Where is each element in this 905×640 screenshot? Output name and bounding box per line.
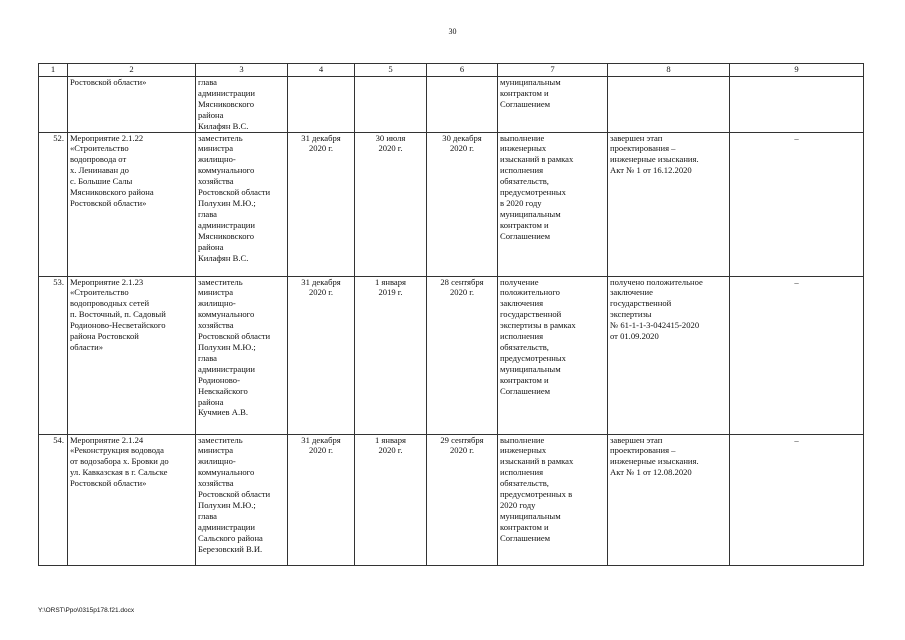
event-cell: Мероприятие 2.1.23 «Строительство водопроводных сетей п. Восточный, п. Садовый Родионово-Несветайского района Ростовской области» xyxy=(68,276,196,434)
actual-end-cell xyxy=(427,77,498,133)
responsible-cell: заместитель министра жилищно- коммунального хозяйства Ростовской области Полухин М.Ю.; глава администрации Родионово- Невскайского района Кучмиев А.В. xyxy=(196,276,288,434)
responsible-cell: заместитель министра жилищно- коммунального хозяйства Ростовской области Полухин М.Ю.; глава администрации Мясниковского района Килафян В.С. xyxy=(196,132,288,276)
column-header: 7 xyxy=(498,64,608,77)
actual-result-cell: завершен этап проектирования – инженерные изыскания. Акт № 1 от 12.08.2020 xyxy=(608,434,730,565)
problems-cell: – xyxy=(730,276,864,434)
row-number: 54. xyxy=(39,434,68,565)
column-header: 4 xyxy=(288,64,355,77)
column-header: 8 xyxy=(608,64,730,77)
planned-end-cell: 31 декабря 2020 г. xyxy=(288,434,355,565)
actual-start-cell: 30 июля 2020 г. xyxy=(355,132,427,276)
actual-start-cell xyxy=(355,77,427,133)
event-cell: Мероприятие 2.1.22 «Строительство водопровода от х. Ленинаван до с. Большие Салы Мясниковского района Ростовской области» xyxy=(68,132,196,276)
responsible-cell: глава администрации Мясниковского района Килафян В.С. xyxy=(196,77,288,133)
report-table xyxy=(38,63,864,566)
table-row xyxy=(39,132,864,276)
planned-result-cell: получение положительного заключения государственной экспертизы в рамках исполнения обязательств, предусмотренных муниципальным контрактом и Соглашением xyxy=(498,276,608,434)
actual-result-cell xyxy=(608,77,730,133)
planned-end-cell: 31 декабря 2020 г. xyxy=(288,276,355,434)
problems-cell: – xyxy=(730,132,864,276)
table-header-row xyxy=(39,64,864,77)
actual-result-cell: получено положительное заключение государственной экспертизы № 61-1-1-3-042415-2020 от 01.09.2020 xyxy=(608,276,730,434)
document-file-path: Y:\ORST\Ppo\0315p178.f21.docx xyxy=(38,607,135,614)
event-cell: Мероприятие 2.1.24 «Реконструкция водовода от водозабора х. Бровки до ул. Кавказская в г. Сальске Ростовской области» xyxy=(68,434,196,565)
planned-result-cell: выполнение инженерных изысканий в рамках исполнения обязательств, предусмотренных в 2020 году муниципальным контрактом и Соглашением xyxy=(498,132,608,276)
actual-start-cell: 1 января 2019 г. xyxy=(355,276,427,434)
planned-end-cell xyxy=(288,77,355,133)
actual-end-cell: 28 сентября 2020 г. xyxy=(427,276,498,434)
problems-cell xyxy=(730,77,864,133)
actual-result-cell: завершен этап проектирования – инженерные изыскания. Акт № 1 от 16.12.2020 xyxy=(608,132,730,276)
actual-end-cell: 30 декабря 2020 г. xyxy=(427,132,498,276)
table-row xyxy=(39,434,864,565)
problems-cell: – xyxy=(730,434,864,565)
page-number: 30 xyxy=(448,27,457,36)
table-row xyxy=(39,276,864,434)
column-header: 2 xyxy=(68,64,196,77)
planned-end-cell: 31 декабря 2020 г. xyxy=(288,132,355,276)
row-number: 53. xyxy=(39,276,68,434)
planned-result-cell: выполнение инженерных изысканий в рамках исполнения обязательств, предусмотренных в 2020 году муниципальным контрактом и Соглашением xyxy=(498,434,608,565)
column-header: 5 xyxy=(355,64,427,77)
row-number xyxy=(39,77,68,133)
responsible-cell: заместитель министра жилищно- коммунального хозяйства Ростовской области Полухин М.Ю.; глава администрации Сальского района Березовский В.И. xyxy=(196,434,288,565)
table-row xyxy=(39,77,864,133)
actual-start-cell: 1 января 2020 г. xyxy=(355,434,427,565)
actual-end-cell: 29 сентября 2020 г. xyxy=(427,434,498,565)
event-cell: Ростовской области» xyxy=(68,77,196,133)
row-number: 52. xyxy=(39,132,68,276)
column-header: 9 xyxy=(730,64,864,77)
column-header: 1 xyxy=(39,64,68,77)
planned-result-cell: муниципальным контрактом и Соглашением xyxy=(498,77,608,133)
column-header: 3 xyxy=(196,64,288,77)
column-header: 6 xyxy=(427,64,498,77)
